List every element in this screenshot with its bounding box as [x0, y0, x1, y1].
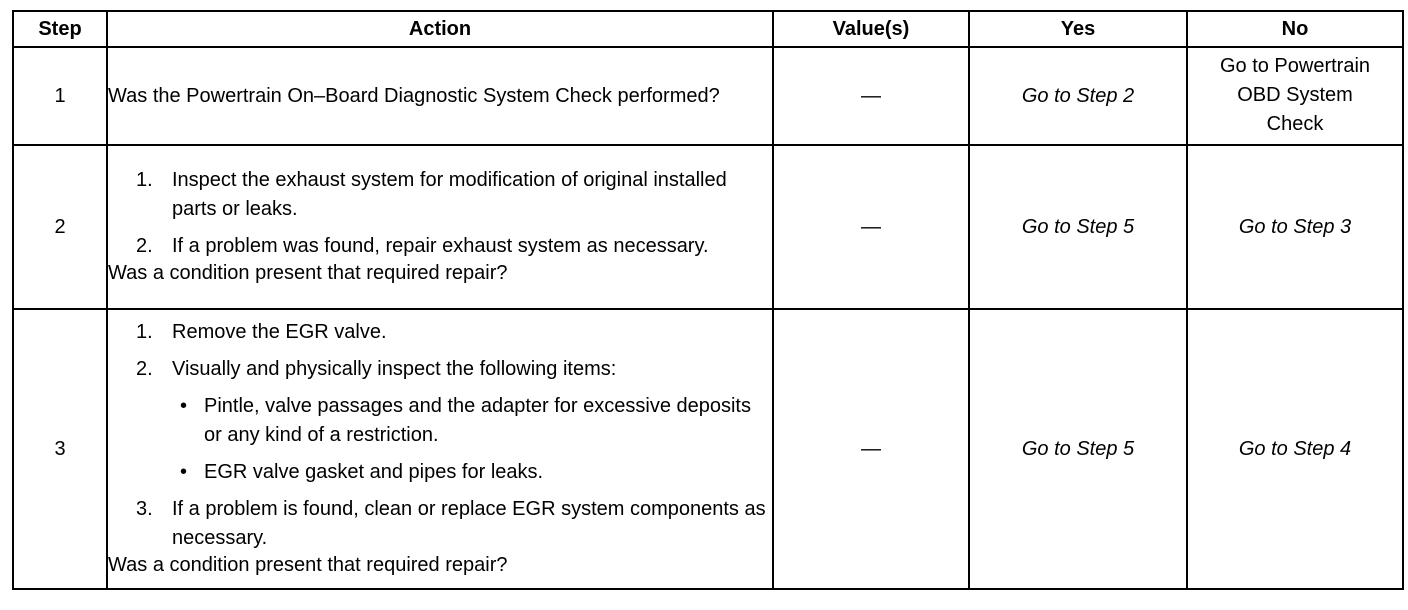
yes-result: Go to Step 5 [969, 145, 1187, 309]
header-values: Value(s) [773, 11, 969, 47]
header-yes: Yes [969, 11, 1187, 47]
item-text: If a problem was found, repair exhaust system as necessary. [172, 235, 709, 257]
bullet-text: EGR valve gasket and pipes for leaks. [204, 461, 544, 483]
yes-result: Go to Step 2 [969, 47, 1187, 145]
no-result-line: Go to Powertrain [1219, 55, 1371, 77]
table-row [13, 47, 1403, 145]
list-item [108, 355, 772, 384]
action-steps-list [108, 166, 772, 261]
list-item [108, 232, 772, 261]
list-item [108, 495, 772, 553]
item-number: 2. [136, 358, 153, 380]
question-text: Was a condition present that required repair? [108, 554, 508, 576]
action-cell [107, 47, 773, 145]
diagnostic-table [12, 10, 1404, 590]
no-result [1187, 47, 1403, 145]
no-result: Go to Step 4 [1187, 309, 1403, 589]
value-cell: — [773, 145, 969, 309]
no-result: Go to Step 3 [1187, 145, 1403, 309]
action-steps-list [108, 318, 772, 553]
yes-result: Go to Step 5 [969, 309, 1187, 589]
no-result-line: Check [1266, 113, 1324, 135]
step-number: 3 [13, 309, 107, 589]
action-text: Was the Powertrain On–Board Diagnostic System Check performed? [108, 84, 720, 107]
item-text: If a problem is found, clean or replace EGR system components as necessary. [172, 498, 766, 549]
action-cell [107, 309, 773, 589]
list-item [108, 318, 772, 347]
item-number: 1. [136, 169, 153, 191]
item-text: Inspect the exhaust system for modification of original installed parts or leaks. [172, 169, 727, 220]
table-row [13, 309, 1403, 589]
bullet-item [108, 458, 772, 487]
step-number: 1 [13, 47, 107, 145]
item-number: 2. [136, 235, 153, 257]
bullet-item [108, 392, 772, 450]
item-text: Remove the EGR valve. [172, 321, 387, 343]
no-result-line: OBD System [1237, 84, 1353, 106]
header-row [13, 11, 1403, 47]
header-no: No [1187, 11, 1403, 47]
bullet-mark: • [180, 461, 188, 483]
item-text: Visually and physically inspect the following items: [172, 358, 617, 380]
item-number: 3. [136, 498, 153, 520]
question-text: Was a condition present that required repair? [108, 262, 508, 284]
bullet-text: Pintle, valve passages and the adapter for excessive deposits or any kind of a restriction. [204, 395, 751, 446]
table-row [13, 145, 1403, 309]
action-cell [107, 145, 773, 309]
value-cell: — [773, 47, 969, 145]
step-number: 2 [13, 145, 107, 309]
bullet-mark: • [180, 395, 188, 417]
header-step: Step [13, 11, 107, 47]
item-number: 1. [136, 321, 153, 343]
list-item [108, 166, 772, 224]
header-action: Action [107, 11, 773, 47]
value-cell: — [773, 309, 969, 589]
